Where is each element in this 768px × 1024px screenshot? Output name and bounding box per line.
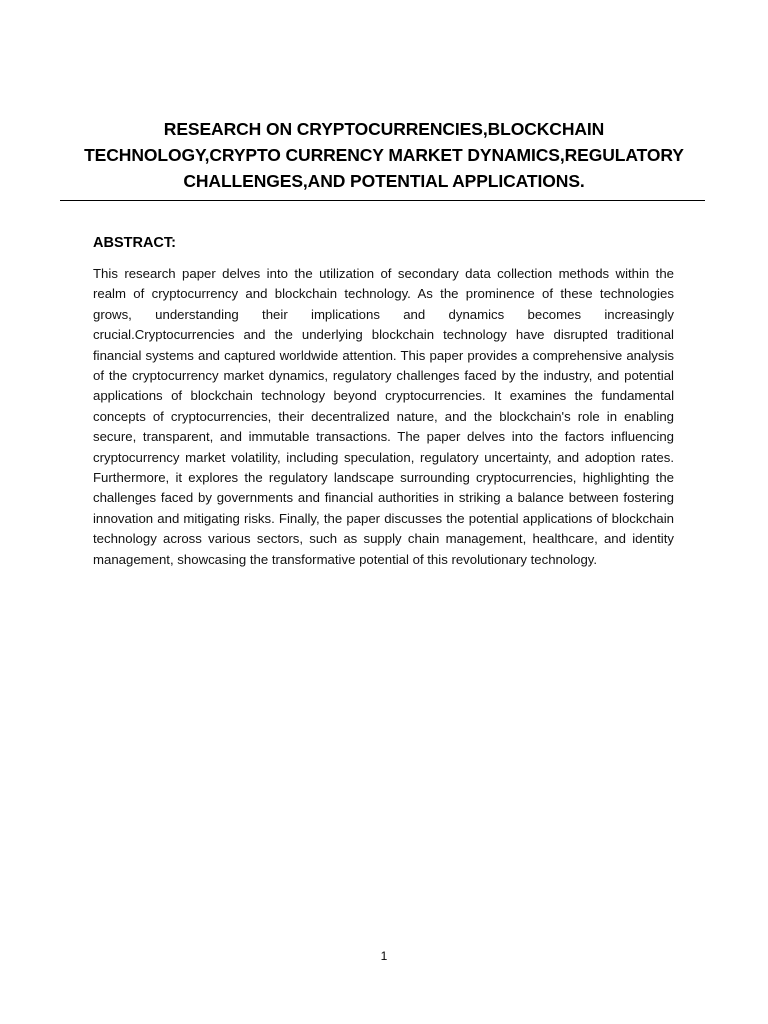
abstract-paragraph: This research paper delves into the utilization of secondary data collection methods within the realm of cryptocurrency and blockchain technology. As the prominence of these technologies grows, understanding their implications and dynamics becomes increasingly crucial.Cryptocurrencies and the underlying blockchain technology have disrupted traditional financial systems and captured worldwide attention. This paper provides a comprehensive analysis of the cryptocurrency market dynamics, regulatory challenges faced by the industry, and potential applications of blockchain technology beyond cryptocurrencies. It examines the fundamental concepts of cryptocurrencies, their decentralized nature, and the blockchain's role in enabling secure, transparent, and immutable transactions. The paper delves into the factors influencing cryptocurrency market volatility, including speculation, regulatory uncertainty, and adoption rates. Furthermore, it explores the regulatory landscape surrounding cryptocurrencies, highlighting the challenges faced by governments and financial authorities in striking a balance between fostering innovation and mitigating risks. Finally, the paper discusses the potential applications of blockchain technology across various sectors, such as supply chain management, healthcare, and identity management, showcasing the transformative potential of this revolutionary technology. (93, 266, 674, 567)
abstract-heading: ABSTRACT: (93, 235, 176, 251)
page-number: 1 (380, 949, 388, 963)
document-title: RESEARCH ON CRYPTOCURRENCIES,BLOCKCHAIN TECHNOLOGY,CRYPTO CURRENCY MARKET DYNAMICS,REGULATORY CHALLENGES,AND POTENTIAL APPLICATIONS. (84, 119, 684, 191)
title-divider (60, 200, 705, 201)
